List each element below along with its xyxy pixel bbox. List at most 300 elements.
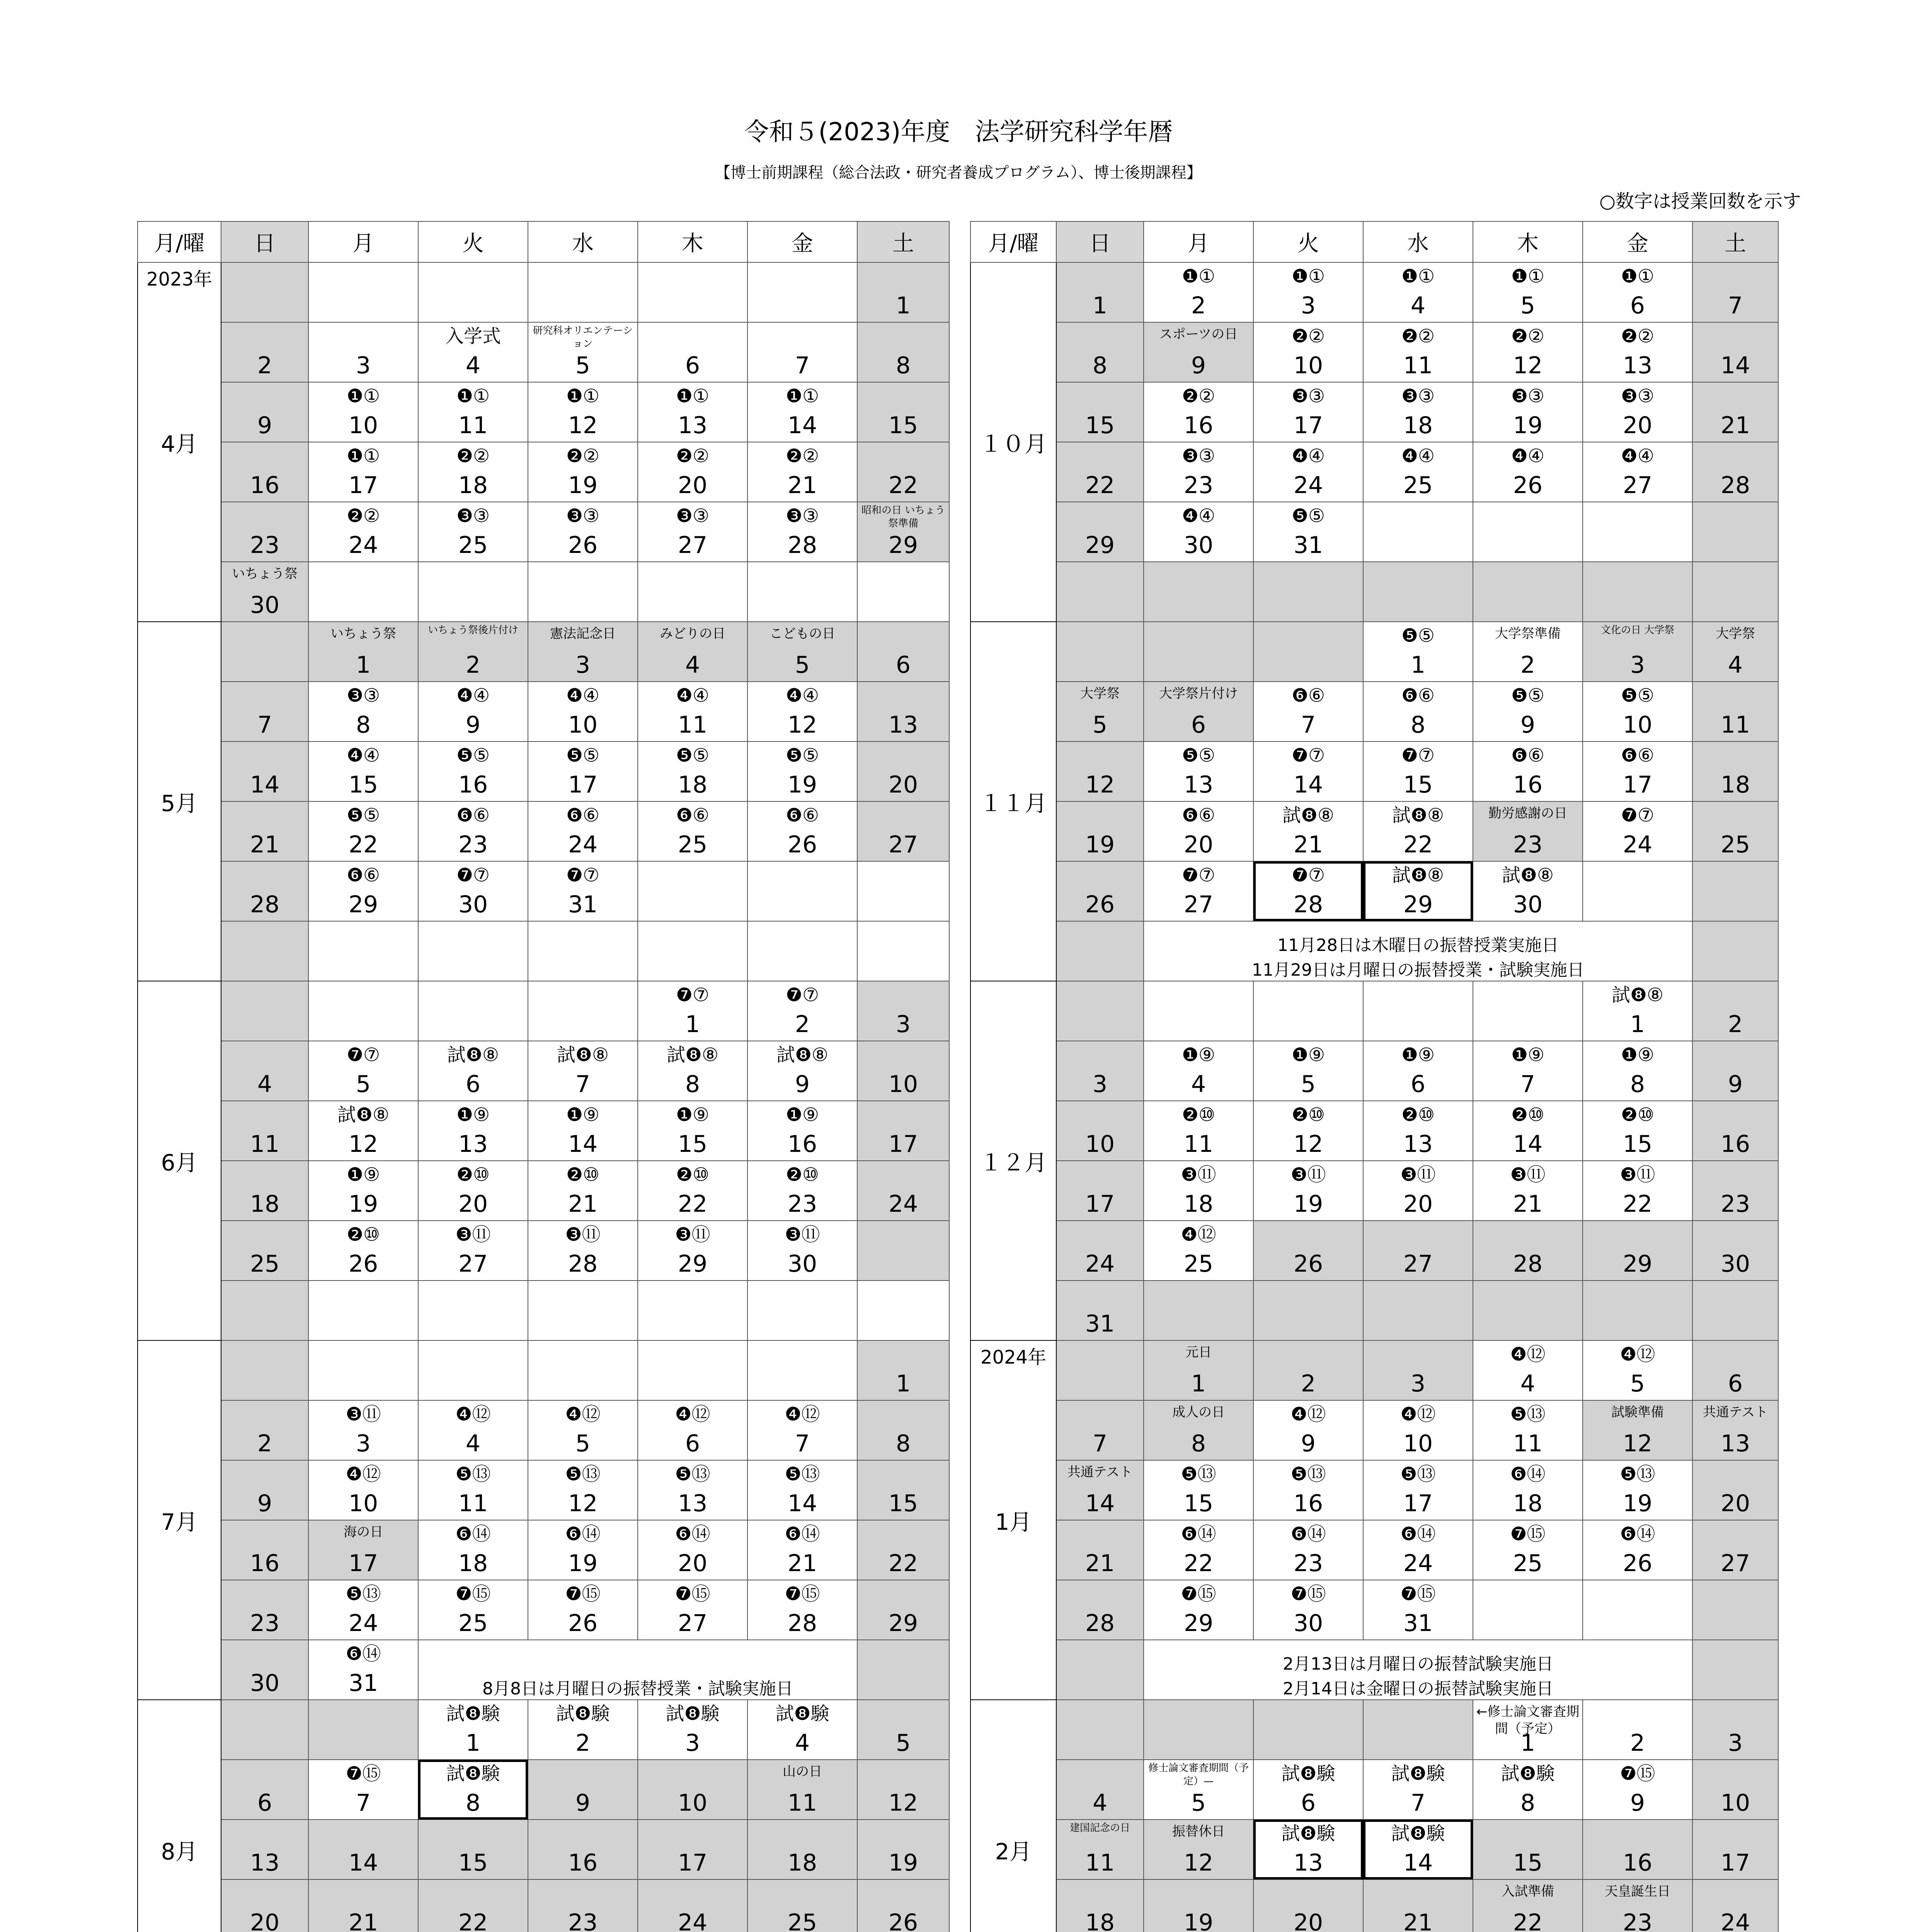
day-number: 13 [458, 1131, 488, 1158]
day-number: 1 [896, 292, 911, 319]
day-cell [1253, 1820, 1363, 1879]
day-number: 5 [575, 1430, 591, 1457]
day-annotation: ❼⑦ [1182, 864, 1216, 886]
day-cell [857, 981, 949, 1041]
day-annotation: ❶⑨ [1511, 1044, 1545, 1066]
day-annotation: ❼⑮ [1181, 1583, 1216, 1605]
day-cell [308, 1281, 418, 1340]
day-cell [1692, 1700, 1778, 1760]
day-cell [1583, 622, 1692, 682]
month-label: １１月 [970, 622, 1056, 981]
day-annotation: いちょう祭後片付け [427, 624, 518, 636]
day-number: 16 [787, 1131, 817, 1158]
day-cell [1363, 682, 1473, 742]
day-number [1057, 679, 1143, 681]
day-number: 14 [787, 412, 817, 439]
day-cell [1056, 382, 1144, 442]
day-number [309, 978, 418, 981]
day-annotation: 入試準備 [1502, 1884, 1554, 1899]
day-annotation: ❸③ [346, 685, 380, 706]
day-number: 3 [1301, 292, 1316, 319]
day-cell [747, 262, 857, 322]
day-annotation: ❹④ [566, 685, 600, 706]
day-cell [857, 1460, 949, 1520]
day-number [1583, 619, 1692, 621]
day-cell [857, 1700, 949, 1760]
day-cell [308, 682, 418, 742]
day-number [1693, 918, 1778, 921]
day-cell [857, 1281, 949, 1340]
day-cell [857, 682, 949, 742]
day-annotation: ❹④ [1401, 445, 1435, 467]
week-row [138, 1041, 949, 1101]
day-cell [638, 1879, 747, 1932]
day-cell [638, 1580, 747, 1640]
day-cell [857, 921, 949, 981]
day-cell [747, 861, 857, 921]
day-number: 17 [1622, 771, 1653, 798]
day-cell [221, 1460, 308, 1520]
day-number: 12 [568, 1490, 598, 1517]
day-annotation: ❸⑪ [346, 1403, 381, 1425]
day-number: 20 [1293, 1909, 1323, 1932]
day-number: 6 [896, 651, 911, 679]
day-cell [747, 981, 857, 1041]
day-number: 10 [678, 1789, 708, 1816]
day-annotation: ❶① [1182, 265, 1216, 287]
day-annotation: 試❽験 [1501, 1763, 1555, 1784]
day-annotation: ❺⑬ [1620, 1463, 1655, 1485]
header-weekday: 金 [1583, 221, 1692, 262]
day-annotation: ❷⑩ [1401, 1104, 1435, 1126]
day-annotation: みどりの日 [660, 626, 725, 641]
day-cell [1253, 1281, 1363, 1340]
day-annotation: ❺⑤ [456, 745, 490, 766]
day-annotation: ❺⑤ [1621, 685, 1655, 706]
day-number [419, 1338, 528, 1340]
day-number: 1 [1191, 1370, 1206, 1397]
day-cell [528, 1879, 638, 1932]
day-number: 9 [257, 412, 272, 439]
week-row [970, 981, 1778, 1041]
day-cell [1692, 1460, 1778, 1520]
day-number: 2 [575, 1730, 591, 1757]
day-cell [747, 442, 857, 502]
day-cell [1583, 1520, 1692, 1580]
day-number: 20 [678, 1550, 708, 1577]
day-cell [1583, 861, 1692, 921]
day-annotation: ❹⑫ [1620, 1344, 1655, 1365]
day-cell [308, 742, 418, 801]
day-number: 30 [1720, 1250, 1750, 1277]
day-number [1144, 1757, 1253, 1759]
day-number: 12 [568, 412, 598, 439]
day-number [309, 619, 418, 621]
day-number: 24 [678, 1909, 708, 1932]
day-number: 5 [795, 651, 810, 679]
day-annotation: ❻⑭ [1181, 1523, 1216, 1545]
day-number [638, 1338, 747, 1340]
day-number: 10 [1622, 711, 1653, 738]
day-cell [308, 1520, 418, 1580]
day-number: 20 [250, 1909, 280, 1932]
day-annotation: ❼⑦ [566, 864, 600, 886]
day-cell [308, 1700, 418, 1760]
day-annotation: 試❽⑧ [1392, 864, 1444, 886]
day-annotation: ❼⑦ [456, 864, 490, 886]
day-number [1583, 559, 1692, 561]
week-row [970, 1580, 1778, 1640]
day-cell [528, 1760, 638, 1820]
day-cell [1144, 742, 1253, 801]
day-number: 13 [250, 1849, 280, 1876]
day-cell [418, 1879, 528, 1932]
day-cell [528, 442, 638, 502]
day-number [1693, 978, 1778, 981]
day-number [1364, 559, 1473, 561]
day-annotation: 試❽⑧ [1502, 864, 1554, 886]
day-annotation: ❶① [1291, 265, 1325, 287]
day-annotation: ❼⑮ [1510, 1523, 1546, 1545]
day-number [221, 1338, 308, 1340]
day-cell [221, 562, 308, 622]
day-cell [1473, 382, 1583, 442]
day-number: 16 [250, 472, 280, 499]
day-number: 7 [1092, 1430, 1108, 1457]
day-number: 27 [1403, 1250, 1433, 1277]
day-number [1364, 1338, 1473, 1340]
day-cell [418, 1161, 528, 1221]
day-cell [638, 1221, 747, 1281]
day-cell [1253, 442, 1363, 502]
day-cell [221, 1879, 308, 1932]
day-annotation: ❶① [566, 385, 600, 407]
day-annotation: ❺⑤ [1182, 745, 1216, 766]
day-number: 2 [1191, 292, 1206, 319]
day-cell [308, 502, 418, 562]
day-annotation: ❸⑪ [1181, 1164, 1216, 1185]
day-cell [747, 382, 857, 442]
day-number [309, 1398, 418, 1400]
day-number [1693, 619, 1778, 621]
day-annotation: ❼⑮ [1620, 1763, 1655, 1784]
day-number: 18 [458, 1550, 488, 1577]
day-cell [1144, 442, 1253, 502]
day-cell [418, 1041, 528, 1101]
week-row [138, 1340, 949, 1400]
day-number: 8 [896, 352, 911, 379]
day-number: 26 [1513, 472, 1543, 499]
day-number [748, 978, 857, 981]
day-annotation: 試❽験 [1391, 1763, 1445, 1784]
day-cell [1144, 1580, 1253, 1640]
day-number: 29 [1085, 532, 1115, 559]
day-cell [1692, 1820, 1778, 1879]
day-cell [638, 742, 747, 801]
day-cell [1144, 1101, 1253, 1161]
day-cell [1144, 382, 1253, 442]
day-number: 17 [1403, 1490, 1433, 1517]
day-number [1693, 559, 1778, 561]
day-cell [1253, 1460, 1363, 1520]
day-annotation: 試❽験 [446, 1763, 500, 1784]
day-annotation: ❺⑬ [1290, 1463, 1326, 1485]
day-cell [1473, 742, 1583, 801]
day-cell [1583, 682, 1692, 742]
week-row [138, 1760, 949, 1820]
day-cell [747, 622, 857, 682]
day-cell [1056, 1760, 1144, 1820]
day-number: 17 [888, 1131, 918, 1158]
day-annotation: 入学式 [445, 325, 501, 347]
week-row [970, 1221, 1778, 1281]
day-cell [418, 1520, 528, 1580]
week-row [970, 1400, 1778, 1460]
day-annotation: ❷② [676, 445, 710, 467]
day-annotation: ❶⑨ [456, 1104, 490, 1126]
day-annotation: ❻⑥ [1401, 685, 1435, 706]
day-annotation: ❷⑩ [676, 1164, 710, 1185]
week-row [970, 861, 1778, 921]
day-cell [1583, 1101, 1692, 1161]
day-annotation: ❶① [785, 385, 819, 407]
day-cell [221, 1760, 308, 1820]
schedule-note: 11月28日は木曜日の振替授業実施日 11月29日は月曜日の振替授業・試験実施日 [1144, 921, 1692, 981]
day-cell [638, 921, 747, 981]
day-annotation: ❼⑦ [1291, 745, 1325, 766]
day-annotation: ❹⑫ [565, 1403, 601, 1425]
day-number [1057, 1398, 1143, 1400]
day-annotation: 共通テスト [1702, 1405, 1768, 1420]
day-cell [1253, 1700, 1363, 1760]
day-cell [308, 801, 418, 861]
week-row [138, 801, 949, 861]
day-cell [418, 981, 528, 1041]
day-annotation: ❹④ [1291, 445, 1325, 467]
day-annotation: ❹⑫ [785, 1403, 820, 1425]
day-cell [1144, 1281, 1253, 1340]
day-number: 29 [1622, 1250, 1653, 1277]
day-cell [418, 502, 528, 562]
day-number: 19 [1085, 831, 1115, 858]
day-annotation: ❸③ [1291, 385, 1325, 407]
day-number [748, 320, 857, 322]
day-annotation: ❹④ [785, 685, 819, 706]
day-annotation: 試❽⑧ [1392, 804, 1444, 826]
day-cell [1363, 981, 1473, 1041]
day-cell [638, 1520, 747, 1580]
day-cell [1583, 322, 1692, 382]
week-row [970, 1340, 1778, 1400]
day-cell [1363, 322, 1473, 382]
week-row [970, 742, 1778, 801]
day-cell [747, 1580, 857, 1640]
day-cell [1056, 861, 1144, 921]
day-number: 18 [787, 1849, 817, 1876]
day-number: 16 [1183, 412, 1214, 439]
day-number: 7 [1410, 1789, 1426, 1816]
day-cell [1583, 1700, 1692, 1760]
day-cell [1473, 801, 1583, 861]
day-number: 22 [458, 1909, 488, 1932]
day-annotation: ❶⑨ [1291, 1044, 1325, 1066]
day-number: 12 [888, 1789, 918, 1816]
day-cell [221, 682, 308, 742]
day-cell [857, 382, 949, 442]
top-note: ○数字は授業回数を示す [1599, 190, 1801, 212]
day-cell [857, 1580, 949, 1640]
day-cell [308, 1820, 418, 1879]
header-weekday: 土 [857, 221, 949, 262]
day-cell [638, 502, 747, 562]
day-cell [1583, 1221, 1692, 1281]
day-number: 6 [1410, 1071, 1426, 1098]
day-cell [221, 801, 308, 861]
day-cell [1473, 861, 1583, 921]
day-number: 23 [1513, 831, 1543, 858]
week-row [970, 1640, 1778, 1700]
day-number: 2 [1630, 1730, 1645, 1757]
day-annotation: ❸⑪ [1510, 1164, 1546, 1185]
month-label: 5月 [138, 622, 221, 981]
schedule-note: 2月13日は月曜日の振替試験実施日 2月14日は金曜日の振替試験実施日 [1144, 1640, 1692, 1700]
day-number: 16 [250, 1550, 280, 1577]
week-row [970, 1101, 1778, 1161]
day-cell [1473, 1221, 1583, 1281]
day-cell [638, 1760, 747, 1820]
day-cell [1692, 801, 1778, 861]
day-cell [418, 1460, 528, 1520]
day-annotation: ❻⑭ [346, 1643, 381, 1665]
day-number: 26 [1622, 1550, 1653, 1577]
day-cell [528, 921, 638, 981]
day-number: 6 [1301, 1789, 1316, 1816]
day-annotation: ❺⑬ [1510, 1403, 1546, 1425]
day-cell [1473, 981, 1583, 1041]
day-annotation: ❻⑥ [1621, 745, 1655, 766]
day-number: 24 [1085, 1250, 1115, 1277]
day-cell [528, 1101, 638, 1161]
day-annotation: ❼⑮ [675, 1583, 710, 1605]
day-annotation: 大学祭準備 [1495, 626, 1561, 641]
day-number: 1 [465, 1730, 481, 1757]
day-cell [308, 1161, 418, 1221]
header-weekday: 木 [1473, 221, 1583, 262]
day-cell [308, 1640, 418, 1700]
day-annotation: ❹⑫ [1290, 1403, 1326, 1425]
day-number: 1 [685, 1011, 700, 1038]
day-annotation: ❸⑪ [675, 1224, 710, 1245]
day-cell [638, 981, 747, 1041]
day-number: 12 [348, 1131, 378, 1158]
day-cell [747, 1101, 857, 1161]
day-annotation: ❼⑦ [785, 984, 819, 1006]
day-number: 8 [356, 711, 371, 738]
day-cell [221, 742, 308, 801]
day-number: 5 [1191, 1789, 1206, 1816]
day-cell [221, 921, 308, 981]
day-annotation: ❶⑨ [1621, 1044, 1655, 1066]
day-annotation: ❸③ [1511, 385, 1545, 407]
week-row [138, 921, 949, 981]
day-annotation: ❶⑨ [676, 1104, 710, 1126]
day-cell [1144, 861, 1253, 921]
week-row [970, 921, 1778, 981]
week-row [138, 1161, 949, 1221]
day-number: 23 [250, 1610, 280, 1637]
day-cell [638, 1340, 747, 1400]
day-cell [1056, 1640, 1144, 1700]
day-annotation: ❷⑩ [1182, 1104, 1216, 1126]
day-number: 13 [1183, 771, 1214, 798]
day-cell [528, 1161, 638, 1221]
day-cell [1692, 1580, 1778, 1640]
day-cell [221, 1340, 308, 1400]
day-cell [221, 1161, 308, 1221]
week-row [970, 442, 1778, 502]
day-cell [747, 1520, 857, 1580]
day-cell [1583, 382, 1692, 442]
day-cell [1363, 442, 1473, 502]
day-annotation: 試❽⑧ [337, 1104, 390, 1126]
day-number: 21 [568, 1190, 598, 1218]
day-cell [221, 861, 308, 921]
week-row [138, 1879, 949, 1932]
day-number: 3 [1728, 1730, 1743, 1757]
day-annotation: ❻⑭ [1510, 1463, 1546, 1485]
day-number: 2 [1301, 1370, 1316, 1397]
day-cell [1056, 1340, 1144, 1400]
day-cell [1583, 562, 1692, 622]
day-number: 19 [568, 472, 598, 499]
day-annotation: ❼⑮ [785, 1583, 820, 1605]
day-cell [1363, 861, 1473, 921]
day-annotation: ❸③ [785, 505, 819, 527]
day-number [221, 1757, 308, 1759]
day-cell [1473, 1820, 1583, 1879]
day-cell [1056, 262, 1144, 322]
day-annotation: ❼⑦ [346, 1044, 380, 1066]
week-row [138, 1640, 949, 1700]
day-number: 9 [1630, 1789, 1645, 1816]
day-number: 7 [257, 711, 272, 738]
day-annotation: 大学祭片付け [1159, 686, 1238, 701]
day-annotation: ❸③ [1182, 445, 1216, 467]
day-cell [308, 981, 418, 1041]
day-number: 7 [575, 1071, 591, 1098]
day-cell [1363, 382, 1473, 442]
day-annotation: ❺⑤ [566, 745, 600, 766]
day-annotation: ❻⑭ [675, 1523, 710, 1545]
day-annotation: ❺⑬ [346, 1583, 381, 1605]
day-annotation: 試❽験 [446, 1703, 500, 1725]
day-number: 2 [1520, 651, 1536, 679]
header-weekday: 水 [1363, 221, 1473, 262]
day-number: 31 [1085, 1310, 1115, 1337]
day-number: 14 [250, 771, 280, 798]
day-cell [1692, 1161, 1778, 1221]
day-annotation: ❻⑭ [1400, 1523, 1436, 1545]
day-number: 16 [568, 1849, 598, 1876]
day-annotation: ❻⑥ [1291, 685, 1325, 706]
day-number: 23 [568, 1909, 598, 1932]
day-cell [1253, 742, 1363, 801]
day-annotation: ❶① [456, 385, 490, 407]
calendar-second-half [970, 221, 1779, 1932]
day-annotation: ❼⑮ [1400, 1583, 1436, 1605]
day-annotation: ❸⑪ [1290, 1164, 1326, 1185]
day-cell [528, 742, 638, 801]
